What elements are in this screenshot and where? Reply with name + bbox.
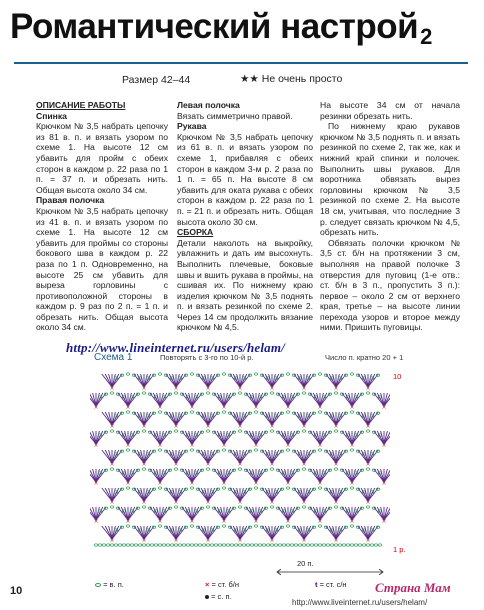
span-label: 20 п.	[297, 559, 314, 568]
stitch-sc: ×	[237, 385, 243, 392]
footer-url[interactable]: http://www.liveinternet.ru/users/helam/	[292, 598, 428, 607]
stitch-chain	[158, 373, 162, 375]
stitch-sc: ×	[349, 518, 355, 525]
stitch-sc: ×	[253, 442, 259, 449]
stitch-sc: ×	[317, 518, 323, 525]
stitch-sc: ×	[189, 442, 195, 449]
stitch-sc: ×	[221, 518, 227, 525]
foundation-chain	[242, 544, 246, 546]
stitch-chain	[190, 411, 194, 413]
stitch-chain	[302, 506, 306, 508]
stitch-chain	[270, 430, 274, 432]
stitch-sc: ×	[173, 537, 179, 544]
stitch-chain	[366, 392, 370, 394]
page-number: 10	[10, 585, 23, 597]
stitch-chain	[190, 449, 194, 451]
stitch-chain	[110, 392, 114, 394]
stitch-sc: ×	[125, 518, 131, 525]
foundation-chain	[226, 544, 230, 546]
stitch-chain	[110, 430, 114, 432]
stitch-sc: ×	[285, 518, 291, 525]
stitch-chain	[190, 373, 194, 375]
stitch-chain	[334, 392, 338, 394]
stitch-sc: ×	[365, 499, 371, 506]
foundation-chain	[234, 544, 238, 546]
stitch-sc: ×	[285, 480, 291, 487]
title-number: 2	[420, 24, 432, 49]
foundation-chain	[346, 544, 350, 546]
foundation-chain	[190, 544, 194, 546]
sleeves-title: Рукава	[177, 121, 207, 132]
foundation-chain	[294, 544, 298, 546]
stitch-chain	[110, 468, 114, 470]
stitch-sc: ×	[333, 461, 339, 468]
stitch-sc: ×	[221, 404, 227, 411]
title-text: Романтический настрой	[10, 7, 419, 46]
stitch-sc: ×	[365, 537, 371, 544]
stitch-sc: ×	[157, 518, 163, 525]
foundation-chain	[366, 544, 370, 546]
foundation-chain	[194, 544, 198, 546]
stitch-sc: ×	[109, 537, 115, 544]
stitch-sc: ×	[253, 404, 259, 411]
stitch-chain	[142, 506, 146, 508]
stitch-sc: ×	[125, 442, 131, 449]
stitch-sc: ×	[205, 461, 211, 468]
stitch-chain	[334, 506, 338, 508]
sc-icon: ×	[205, 580, 210, 589]
stitch-chain	[174, 468, 178, 470]
stitch-sc: ×	[173, 423, 179, 430]
stitch-chain	[238, 392, 242, 394]
stitch-chain	[158, 449, 162, 451]
foundation-chain	[314, 544, 318, 546]
stitch-chain	[302, 468, 306, 470]
foundation-chain	[170, 544, 174, 546]
stitch-sc: ×	[317, 404, 323, 411]
foundation-chain	[214, 544, 218, 546]
legend-chain-text: = в. п.	[103, 580, 124, 589]
stitch-sc: ×	[157, 480, 163, 487]
source-url[interactable]: http://www.lineinternet.ru/users/helam/	[66, 340, 285, 355]
foundation-chain	[258, 544, 262, 546]
foundation-chain	[302, 544, 306, 546]
stitch-sc: ×	[301, 537, 307, 544]
stitch-sc: ×	[189, 404, 195, 411]
assembly-text: Детали наколоть на выкройку, увлажнить и дать им высохнуть. Выполнить плечевые, боковые швы и вшить рукава в проймы, на сшивая их. По нижнему краю изделия крючком № 3,5 поднять п. и вязать резинкой по схеме 2. Через 14 см продолжить вязание крючком № 4,5.	[177, 237, 313, 333]
legend-sc-text: = ст. б/н	[211, 580, 239, 589]
sleeves-text: Крючком № 3,5 набрать цепочку из 61 в. п. и вязать узором по схеме 1, прибавляя с обеих сторон в каждом 3-м р. 2 раза по 1 п. = 65 п. На высоте 8 см убавить для оката рукава с обеих сторон в каждом р. 22 раза по 1 п. = 21 п. и обрезать нить. Общая высота около 30 см.	[177, 131, 313, 227]
foundation-chain	[378, 544, 382, 546]
column-1	[36, 100, 168, 333]
foundation-chain	[178, 544, 182, 546]
stitch-chain	[286, 449, 290, 451]
foundation-chain	[322, 544, 326, 546]
stitch-sc: ×	[141, 423, 147, 430]
foundation-chain	[330, 544, 334, 546]
stitch-chain	[270, 468, 274, 470]
stitch-chain	[254, 487, 258, 489]
stitch-chain	[238, 506, 242, 508]
back-title: Спинка	[36, 110, 67, 121]
foundation-chain	[114, 544, 118, 546]
stitch-sc: ×	[93, 404, 99, 411]
description-heading: ОПИСАНИЕ РАБОТЫ	[36, 100, 126, 110]
foundation-chain	[118, 544, 122, 546]
stitch-sc: ×	[109, 423, 115, 430]
stitch-sc: ×	[365, 385, 371, 392]
foundation-chain	[106, 544, 110, 546]
stitch-chain	[286, 487, 290, 489]
foundation-chain	[238, 544, 242, 546]
title-rule	[14, 62, 468, 64]
col3-text-2: По нижнему краю рукавов крючком № 3,5 поднять п. и вязать резинкой по схеме 2, так же, как и нижний край спинки и полочек. Выполнить швы рукавов. Для воротника обвязать вырез горловины крючком № 3,5 резинкой по схеме 2. На высоте 18 см, учитывая, что последние 3 р. следует связать крючком № 4,5, обрезать нить.	[320, 121, 460, 238]
foundation-chain	[334, 544, 338, 546]
foundation-chain	[158, 544, 162, 546]
row-label-bottom: 1 р.	[393, 545, 406, 554]
foundation-chain	[298, 544, 302, 546]
stitch-sc: ×	[109, 461, 115, 468]
crochet-diagram	[90, 362, 390, 572]
stitch-chain	[110, 506, 114, 508]
foundation-chain	[198, 544, 202, 546]
difficulty	[240, 73, 342, 85]
chain-icon	[95, 583, 101, 587]
stitch-chain	[350, 525, 354, 527]
foundation-chain	[358, 544, 362, 546]
foundation-chain	[286, 544, 290, 546]
stitch-chain	[222, 487, 226, 489]
stitch-sc: ×	[205, 537, 211, 544]
page-title	[10, 8, 450, 49]
stitch-sc: ×	[333, 499, 339, 506]
stitch-chain	[318, 373, 322, 375]
foundation-chain	[222, 544, 226, 546]
stitch-chain	[222, 449, 226, 451]
watermark-logo: Страна Мам	[375, 580, 451, 595]
foundation-chain	[122, 544, 126, 546]
foundation-chain	[138, 544, 142, 546]
stitch-sc: ×	[349, 480, 355, 487]
stitch-sc: ×	[205, 423, 211, 430]
stitch-chain	[206, 506, 210, 508]
stitch-sc: ×	[269, 461, 275, 468]
stitch-chain	[318, 411, 322, 413]
foundation-chain	[266, 544, 270, 546]
foundation-chain	[354, 544, 358, 546]
stitch-chain	[286, 373, 290, 375]
stitch-sc: ×	[173, 461, 179, 468]
foundation-chain	[98, 544, 102, 546]
stitch-sc: ×	[253, 480, 259, 487]
back-text: Крючком № 3,5 набрать цепочку из 81 в. п. и вязать узором по схеме 1. На высоте 12 см убавить для пройм с обеих сторон в каждом р. 22 раза по 1 п. = 37 п. и обрезать нить. Общая высота около 34 см.	[36, 121, 168, 195]
stitch-sc: ×	[365, 461, 371, 468]
stitch-sc: ×	[141, 385, 147, 392]
foundation-chain	[210, 544, 214, 546]
stitch-chain	[254, 449, 258, 451]
foundation-chain	[230, 544, 234, 546]
stitch-sc: ×	[125, 404, 131, 411]
foundation-chain	[218, 544, 222, 546]
row-label-top: 10	[393, 372, 402, 381]
foundation-chain	[318, 544, 322, 546]
foundation-chain	[262, 544, 266, 546]
stitch-sc: ×	[253, 518, 259, 525]
stitch-sc: ×	[205, 499, 211, 506]
foundation-chain	[146, 544, 150, 546]
stitch-sc: ×	[125, 480, 131, 487]
stitch-sc: ×	[381, 518, 387, 525]
dc-icon: ŧ	[315, 580, 318, 589]
stitch-chain	[366, 468, 370, 470]
foundation-chain	[370, 544, 374, 546]
foundation-chain	[274, 544, 278, 546]
stitch-sc: ×	[237, 423, 243, 430]
foundation-chain	[166, 544, 170, 546]
stitch-chain	[190, 487, 194, 489]
stitch-chain	[334, 430, 338, 432]
foundation-chain	[290, 544, 294, 546]
stitch-sc: ×	[317, 442, 323, 449]
stitch-sc: ×	[109, 385, 115, 392]
stitch-sc: ×	[269, 385, 275, 392]
foundation-chain	[142, 544, 146, 546]
stitch-chain	[366, 430, 370, 432]
scheme-count: Число п. кратно 20 + 1	[325, 353, 404, 362]
column-2	[177, 100, 313, 333]
stitch-chain	[350, 487, 354, 489]
stitch-chain	[158, 487, 162, 489]
foundation-chain	[350, 544, 354, 546]
difficulty-text: Не очень просто	[261, 73, 343, 85]
stitch-sc: ×	[237, 461, 243, 468]
stitch-chain	[174, 506, 178, 508]
assembly-title: СБОРКА	[177, 227, 214, 238]
stitch-sc: ×	[93, 480, 99, 487]
stitch-chain	[158, 411, 162, 413]
stitch-chain	[126, 449, 130, 451]
stitch-sc: ×	[141, 461, 147, 468]
foundation-chain	[374, 544, 378, 546]
legend-dc-text: = ст. с/н	[319, 580, 347, 589]
foundation-chain	[338, 544, 342, 546]
stitch-sc: ×	[301, 499, 307, 506]
foundation-chain	[94, 544, 98, 546]
foundation-chain	[326, 544, 330, 546]
stitch-chain	[286, 525, 290, 527]
stitch-sc: ×	[141, 499, 147, 506]
foundation-chain	[278, 544, 282, 546]
stitch-chain	[334, 468, 338, 470]
size-label: Размер 42–44	[122, 74, 191, 86]
stitch-chain	[174, 430, 178, 432]
stitch-chain	[142, 392, 146, 394]
foundation-chain	[134, 544, 138, 546]
stitch-chain	[158, 525, 162, 527]
stitch-chain	[270, 506, 274, 508]
stitch-chain	[254, 411, 258, 413]
stitch-chain	[366, 506, 370, 508]
foundation-chain	[246, 544, 250, 546]
foundation-chain	[154, 544, 158, 546]
stitch-sc: ×	[189, 480, 195, 487]
stitch-chain	[318, 487, 322, 489]
stitch-chain	[350, 449, 354, 451]
stitch-chain	[142, 468, 146, 470]
stitch-chain	[318, 525, 322, 527]
stitch-chain	[286, 411, 290, 413]
foundation-chain	[130, 544, 134, 546]
stitch-sc: ×	[349, 442, 355, 449]
stitch-chain	[238, 468, 242, 470]
stitch-chain	[318, 449, 322, 451]
stitch-sc: ×	[333, 423, 339, 430]
stitch-chain	[222, 411, 226, 413]
stitch-sc: ×	[381, 480, 387, 487]
legend-dc	[315, 580, 347, 589]
stitch-sc: ×	[237, 537, 243, 544]
column-3	[320, 100, 460, 333]
foundation-chain	[102, 544, 106, 546]
stitch-sc: ×	[157, 404, 163, 411]
stitch-chain	[174, 392, 178, 394]
stitch-sc: ×	[301, 423, 307, 430]
stitch-chain	[206, 392, 210, 394]
stitch-sc: ×	[301, 385, 307, 392]
left-front-text: Вязать симметрично правой.	[177, 110, 293, 121]
foundation-chain	[150, 544, 154, 546]
stitch-chain	[254, 373, 258, 375]
stitch-chain	[126, 411, 130, 413]
scheme-label: Схема 1	[94, 352, 133, 363]
stitch-chain	[206, 468, 210, 470]
stitch-chain	[350, 373, 354, 375]
stitch-chain	[126, 373, 130, 375]
foundation-chain	[306, 544, 310, 546]
stitch-sc: ×	[381, 442, 387, 449]
foundation-chain	[126, 544, 130, 546]
stitch-chain	[206, 430, 210, 432]
stitch-chain	[222, 373, 226, 375]
stitch-chain	[126, 487, 130, 489]
stitch-chain	[254, 525, 258, 527]
stitch-sc: ×	[365, 423, 371, 430]
stitch-sc: ×	[285, 404, 291, 411]
stitch-sc: ×	[157, 442, 163, 449]
stitch-sc: ×	[269, 423, 275, 430]
stitch-sc: ×	[173, 385, 179, 392]
stitch-sc: ×	[301, 461, 307, 468]
right-front-text: Крючком № 3,5 набрать цепочку из 41 в. п. и вязать узором по схеме 1. На высоте 12 см убавить для проймы со стороны бокового шва в каждом р. 22 раза по 1 п. Одновременно, на высоте 25 см убавить для выреза горловины с противоположной стороны в каждом р. 9 раз по 2 п. = 1 п. и обрезать нить. Общая высота около 34 см.	[36, 205, 168, 333]
stitch-sc: ×	[141, 537, 147, 544]
stitch-chain	[270, 392, 274, 394]
stitch-sc: ×	[237, 499, 243, 506]
foundation-chain	[182, 544, 186, 546]
scheme-repeat: Повторять с 3-го по 10-й р.	[160, 353, 254, 362]
foundation-chain	[362, 544, 366, 546]
foundation-chain	[206, 544, 210, 546]
stitch-sc: ×	[381, 404, 387, 411]
stitch-chain	[238, 430, 242, 432]
stitch-sc: ×	[269, 499, 275, 506]
legend-slip	[205, 592, 232, 601]
stitch-sc: ×	[173, 499, 179, 506]
stitch-sc: ×	[285, 442, 291, 449]
legend-slip-text: = с. п.	[211, 592, 232, 601]
stitch-sc: ×	[269, 537, 275, 544]
foundation-chain	[282, 544, 286, 546]
legend-chain	[95, 580, 124, 589]
stitch-chain	[302, 392, 306, 394]
foundation-chain	[270, 544, 274, 546]
stitch-chain	[350, 411, 354, 413]
stitch-sc: ×	[333, 537, 339, 544]
stitch-sc: ×	[189, 518, 195, 525]
span-arrow	[275, 569, 385, 575]
foundation-chain	[162, 544, 166, 546]
stitch-sc: ×	[221, 480, 227, 487]
stitch-sc: ×	[93, 442, 99, 449]
stitch-chain	[222, 525, 226, 527]
right-front-title: Правая полочка	[36, 195, 105, 206]
stitch-chain	[302, 430, 306, 432]
stitch-sc: ×	[205, 385, 211, 392]
foundation-chain	[186, 544, 190, 546]
col3-text-3: Обвязать полочки крючком № 3,5 ст. б/н на протяжении 3 см, выполняя на правой полочке 3 отверстия для пуговиц (1-е отв.: ст. б/н в 3 п., пропустить 3 п.): первое – около 2 см от верхнего края, третье – на высоте линии перехода узоров и второе между ними. Пришить пуговицы.	[320, 237, 460, 333]
foundation-chain	[254, 544, 258, 546]
stitch-chain	[190, 525, 194, 527]
foundation-chain	[110, 544, 114, 546]
slip-icon	[205, 595, 209, 599]
foundation-chain	[250, 544, 254, 546]
foundation-chain	[202, 544, 206, 546]
stitch-sc: ×	[221, 442, 227, 449]
foundation-chain	[310, 544, 314, 546]
stitch-sc: ×	[333, 385, 339, 392]
stitch-sc: ×	[349, 404, 355, 411]
stitch-sc: ×	[317, 480, 323, 487]
col3-text-1: На высоте 34 см от начала резинки обрезать нить.	[320, 100, 460, 121]
stitch-chain	[142, 430, 146, 432]
legend-sc	[205, 580, 239, 589]
stitch-sc: ×	[109, 499, 115, 506]
left-front-title: Левая полочка	[177, 100, 240, 110]
foundation-chain	[342, 544, 346, 546]
difficulty-stars: ★★	[240, 73, 259, 85]
stitch-sc: ×	[93, 518, 99, 525]
stitch-chain	[126, 525, 130, 527]
foundation-chain	[174, 544, 178, 546]
